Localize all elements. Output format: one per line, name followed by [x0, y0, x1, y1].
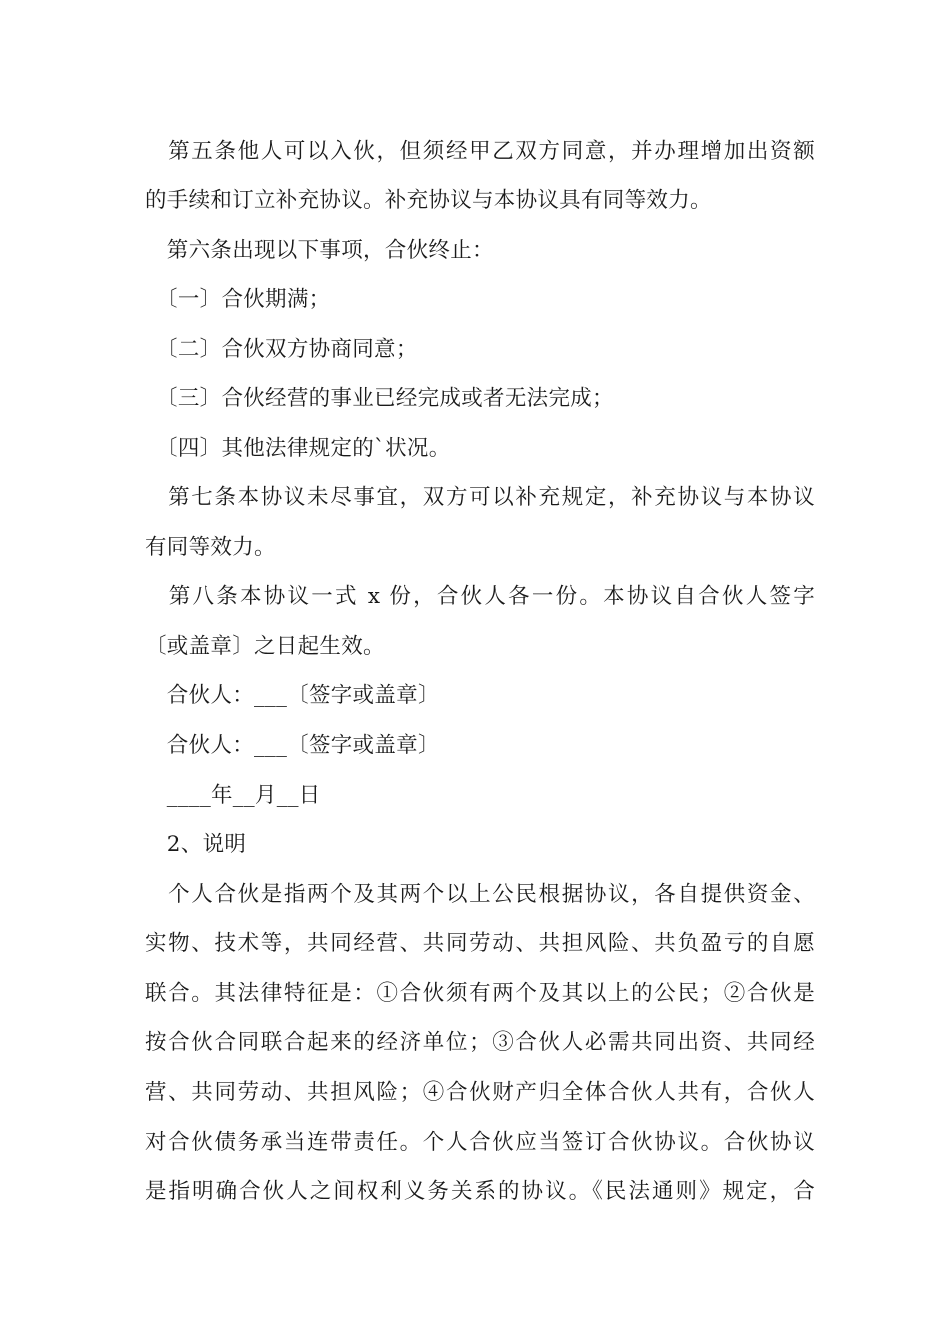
paragraph-line: 第六条出现以下事项，合伙终止：	[145, 238, 494, 263]
date-line: ____年__月__日	[145, 783, 321, 808]
paragraph-line: 联合。其法律特征是：①合伙须有两个及其以上的公民；②合伙是	[145, 981, 815, 1006]
list-item: 〔三〕合伙经营的事业已经完成或者无法完成；	[145, 386, 614, 411]
signature-line: 合伙人：___〔签字或盖章〕	[145, 733, 440, 758]
paragraph-line: 营、共同劳动、共担风险；④合伙财产归全体合伙人共有，合伙人	[145, 1080, 815, 1105]
paragraph-line: 有同等效力。	[145, 535, 276, 560]
paragraph-line: 实物、技术等，共同经营、共同劳动、共担风险、共负盈亏的自愿	[145, 931, 815, 956]
paragraph-line: 按合伙合同联合起来的经济单位；③合伙人必需共同出资、共同经	[145, 1030, 815, 1055]
paragraph-line: 是指明确合伙人之间权利义务关系的协议。《民法通则》规定，合	[145, 1179, 815, 1204]
paragraph-line: 对合伙债务承当连带责任。个人合伙应当签订合伙协议。合伙协议	[145, 1130, 815, 1155]
list-item: 〔四〕其他法律规定的`状况。	[145, 436, 451, 461]
paragraph-line: 的手续和订立补充协议。补充协议与本协议具有同等效力。	[145, 188, 712, 213]
paragraph-line: 个人合伙是指两个及其两个以上公民根据协议，各自提供资金、	[145, 882, 815, 907]
list-item: 〔二〕合伙双方协商同意；	[145, 337, 418, 362]
signature-line: 合伙人：___〔签字或盖章〕	[145, 683, 440, 708]
paragraph-line: 第五条他人可以入伙，但须经甲乙双方同意，并办理增加出资额	[145, 139, 815, 164]
list-item: 〔一〕合伙期满；	[145, 287, 331, 312]
paragraph-line: 第七条本协议未尽事宜，双方可以补充规定，补充协议与本协议	[145, 485, 815, 510]
paragraph-line: 第八条本协议一式 x 份，合伙人各一份。本协议自合伙人签字	[145, 584, 815, 609]
section-heading: 2、说明	[145, 832, 247, 857]
paragraph-line: 〔或盖章〕之日起生效。	[145, 634, 385, 659]
